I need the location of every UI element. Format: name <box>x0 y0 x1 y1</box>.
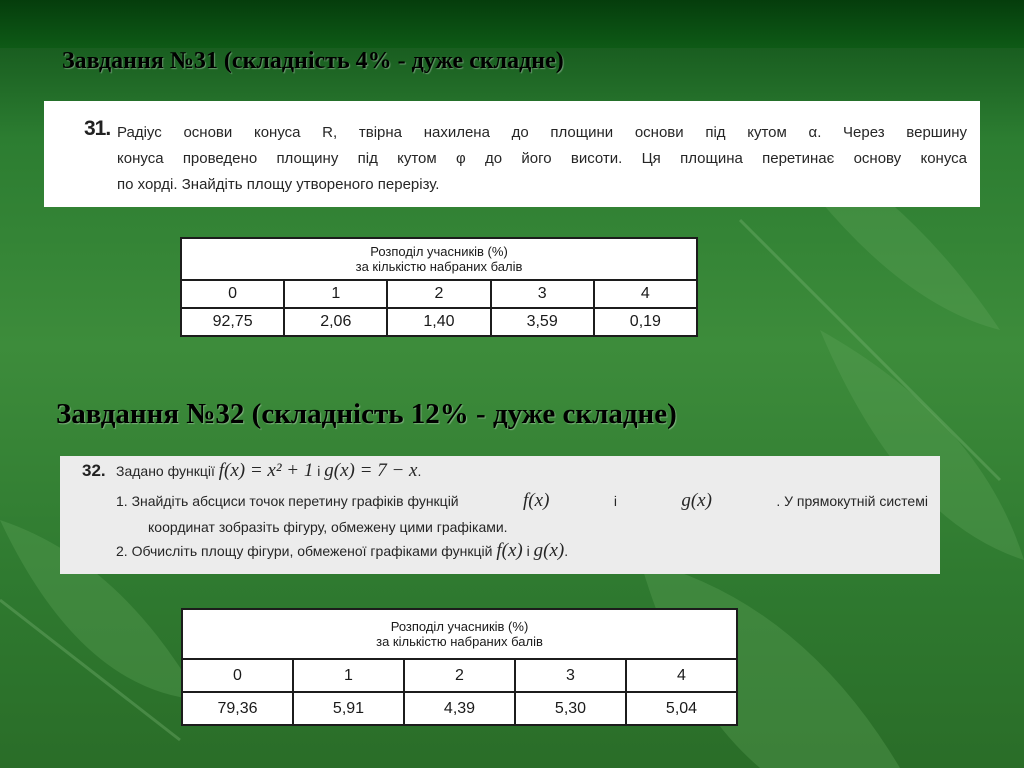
task31-line: конуса проведено площину під кутом φ до його висоти. Ця площина перетинає основу конуса <box>117 150 967 167</box>
table-header-cell: 3 <box>491 280 594 308</box>
table-header-cell: 4 <box>594 280 697 308</box>
g-definition: g(x) = 7 − x <box>324 460 418 481</box>
table-header-cell: 2 <box>387 280 490 308</box>
table-value-cell: 3,59 <box>491 308 594 336</box>
task32-box <box>60 456 940 574</box>
task32-intro-line <box>116 460 421 482</box>
table-value-cell: 2,06 <box>284 308 387 336</box>
period: . <box>417 463 422 479</box>
task32-item1-line <box>116 490 928 512</box>
top-band <box>0 0 1024 48</box>
table-value-cell: 92,75 <box>181 308 284 336</box>
table-caption <box>182 609 737 659</box>
caption-line: за кількістю набраних балів <box>376 634 543 649</box>
table-value-cell: 5,30 <box>515 692 626 725</box>
task31-text <box>117 120 967 198</box>
f-label: f(x) <box>523 490 550 511</box>
table-header-cell: 0 <box>181 280 284 308</box>
table-header-cell: 0 <box>182 659 293 692</box>
task31-number: 31. <box>84 117 111 140</box>
table-header-cell: 2 <box>404 659 515 692</box>
task31-line: по хорді. Знайдіть площу утвореного перерізу. <box>117 176 440 193</box>
task32-distribution-table <box>181 608 738 726</box>
table-value-cell: 5,91 <box>293 692 404 725</box>
table-value-cell: 4,39 <box>404 692 515 725</box>
f-label: f(x) <box>496 540 523 561</box>
conjunction: і <box>613 493 617 509</box>
task32-number: 32. <box>82 461 106 480</box>
period: . <box>564 543 569 559</box>
f-definition: f(x) = x² + 1 <box>218 460 314 481</box>
table-value-cell: 1,40 <box>387 308 490 336</box>
task32-intro: Задано функції <box>116 463 215 479</box>
table-header-cell: 3 <box>515 659 626 692</box>
task31-line: Радіус основи конуса R, твірна нахилена до площини основи під кутом α. Через вершину <box>117 124 967 141</box>
caption-line: Розподіл учасників (%) <box>370 244 508 259</box>
task31-heading: Завдання №31 (складність 4% - дуже складне) <box>62 48 564 74</box>
task32-item1-text: 1. Знайдіть абсциси точок перетину графіків функцій <box>116 493 459 509</box>
table-caption <box>181 238 697 280</box>
g-label: g(x) <box>533 540 565 561</box>
conjunction: і <box>526 543 530 559</box>
table-value-cell: 5,04 <box>626 692 737 725</box>
table-header-cell: 1 <box>293 659 404 692</box>
table-header-cell: 4 <box>626 659 737 692</box>
task32-item1-text: . У прямокутній системі <box>776 493 928 509</box>
task32-item1-cont: координат зобразіть фігуру, обмежену цими графіками. <box>148 519 508 535</box>
caption-line: Розподіл учасників (%) <box>390 619 529 634</box>
task31-distribution-table <box>180 237 698 337</box>
task32-item2-line <box>116 540 568 562</box>
table-value-cell: 79,36 <box>182 692 293 725</box>
g-label: g(x) <box>681 490 712 511</box>
caption-line: за кількістю набраних балів <box>355 259 523 274</box>
task32-item2-text: 2. Обчисліть площу фігури, обмеженої графіками функцій <box>116 543 493 559</box>
task31-box <box>44 101 980 207</box>
table-header-cell: 1 <box>284 280 387 308</box>
task32-heading: Завдання №32 (складність 12% - дуже складне) <box>56 398 677 430</box>
conjunction: і <box>317 463 321 479</box>
table-value-cell: 0,19 <box>594 308 697 336</box>
